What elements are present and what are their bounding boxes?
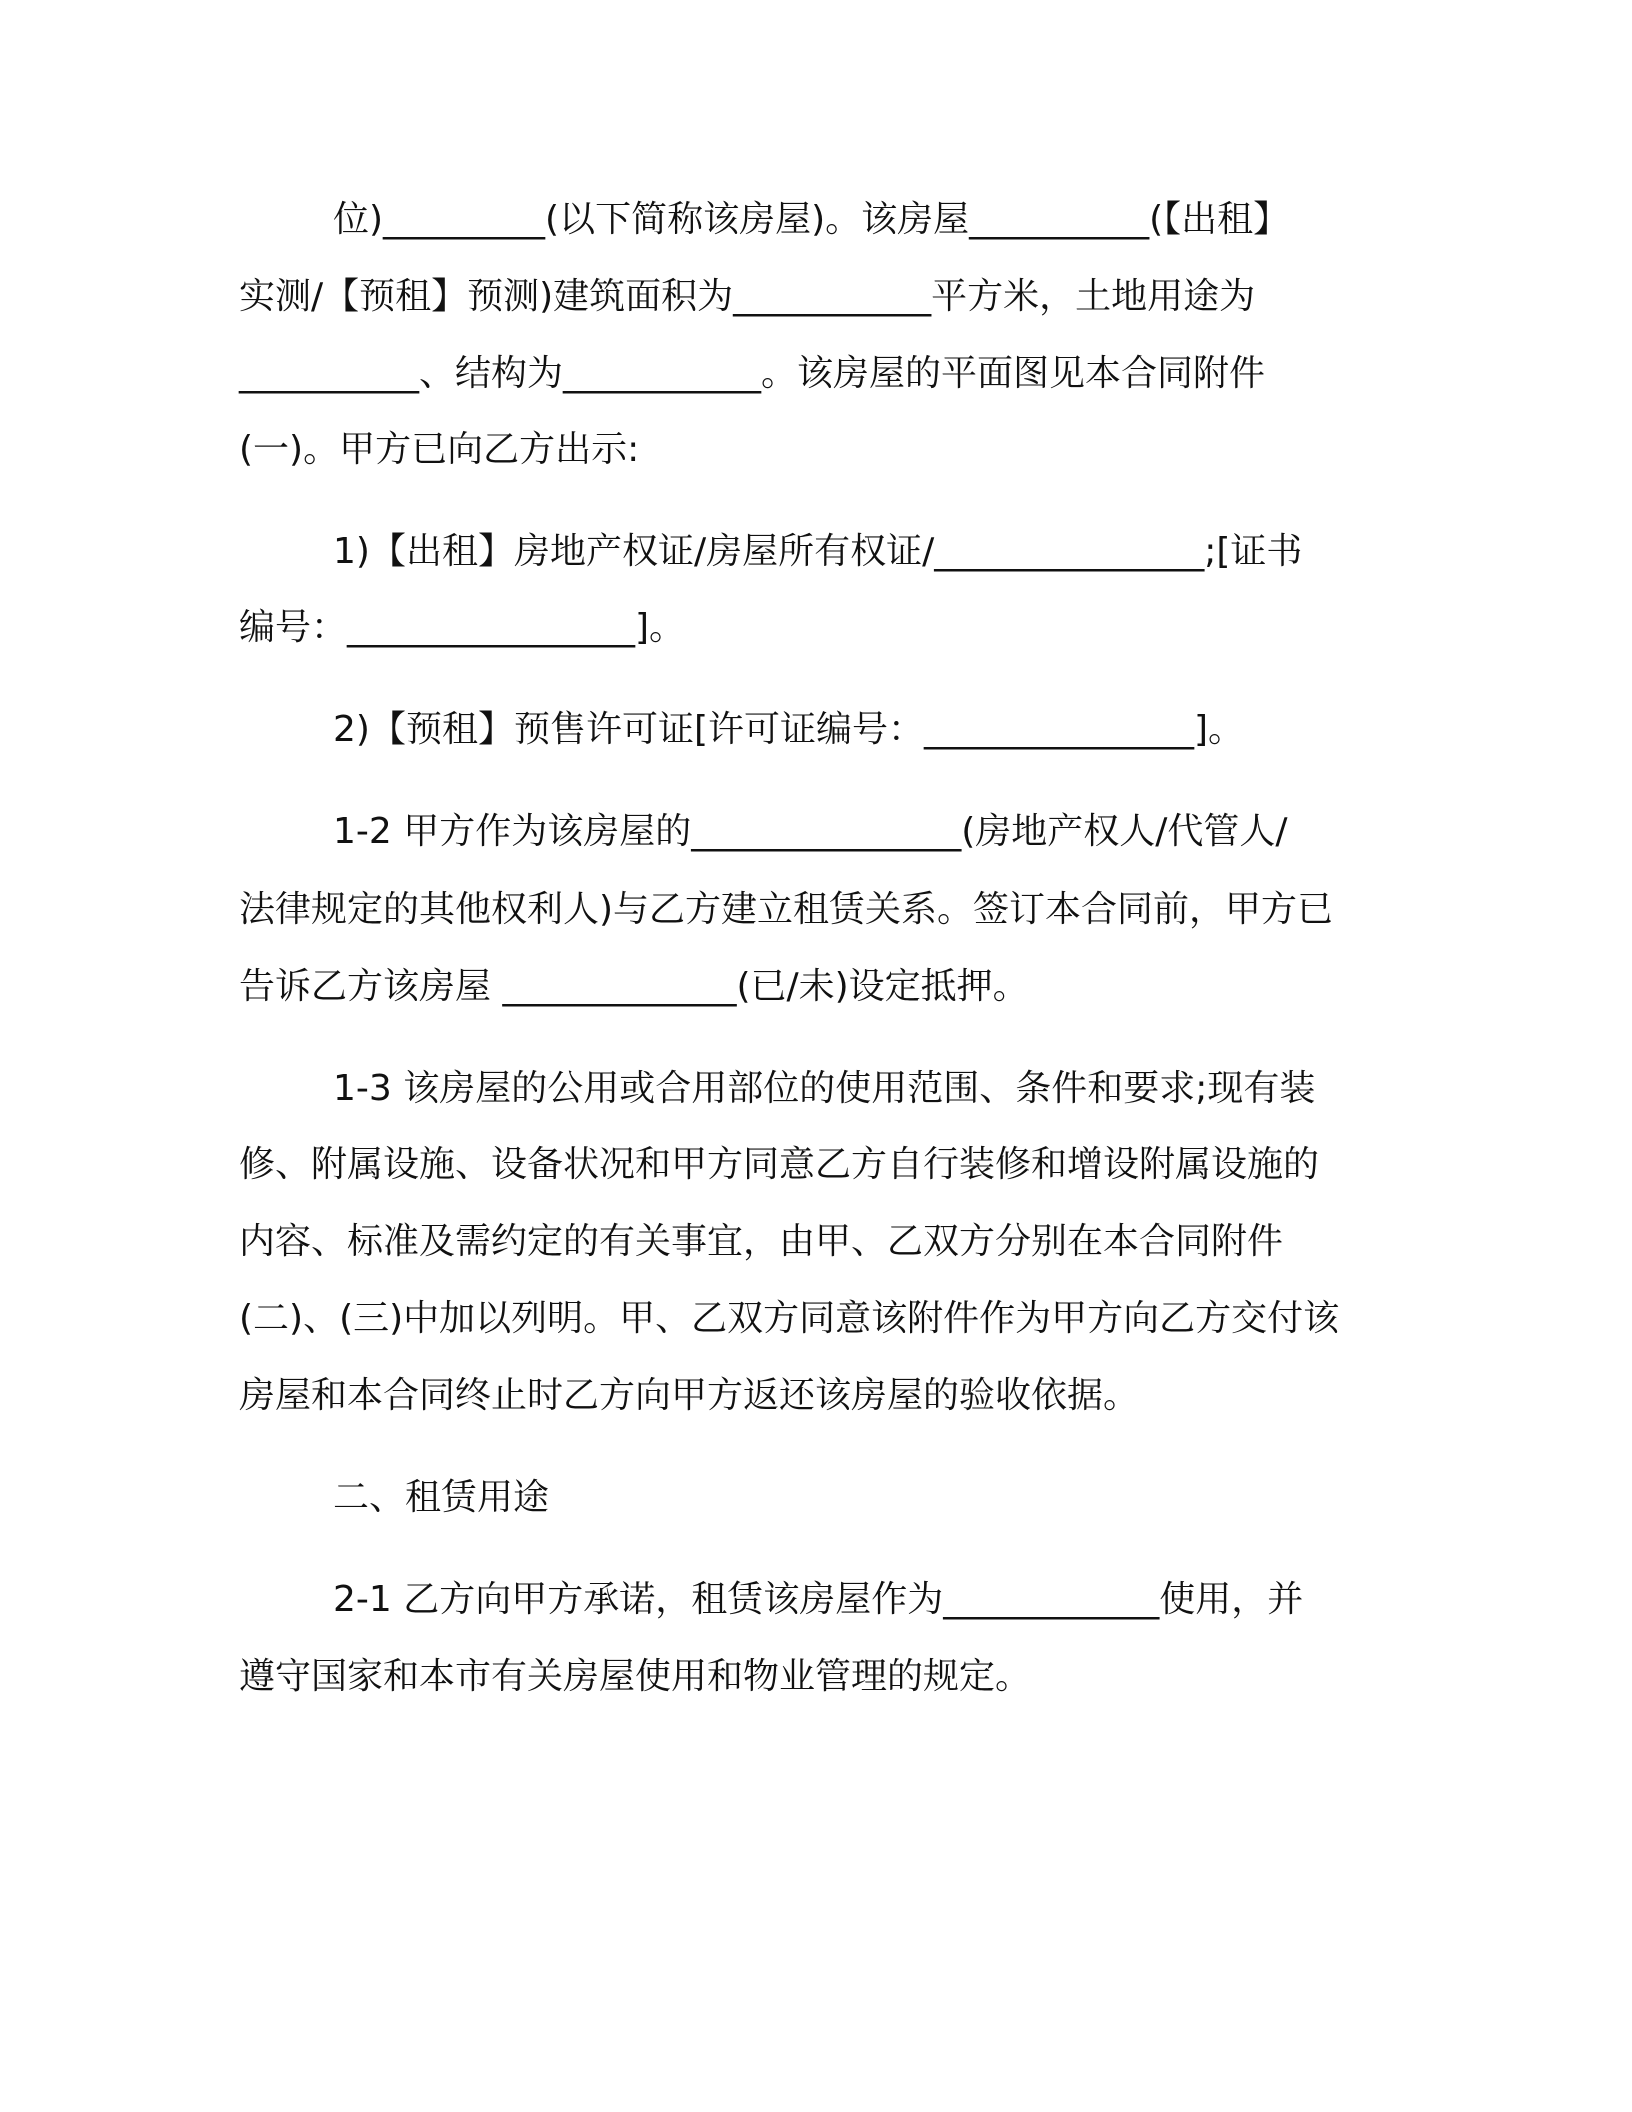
text-line: 1)【出租】房地产权证/房屋所有权证/_______________;[证书 xyxy=(333,531,1303,572)
text-line: 修、附属设施、设备状况和甲方同意乙方自行装修和增设附属设施的 xyxy=(239,1144,1320,1185)
text-line: 2-1 乙方向甲方承诺，租赁该房屋作为____________使用，并 xyxy=(333,1579,1304,1620)
text-line: 1-2 甲方作为该房屋的_______________(房地产权人/代管人/ xyxy=(333,811,1288,852)
text-line: 2)【预租】预售许可证[许可证编号：_______________]。 xyxy=(333,709,1245,750)
text-line: __________、结构为___________。该房屋的平面图见本合同附件 xyxy=(239,353,1266,394)
section-heading: 二、租赁用途 xyxy=(333,1477,550,1518)
text-line: 法律规定的其他权利人)与乙方建立租赁关系。签订本合同前，甲方已 xyxy=(239,889,1334,930)
text-line: (一)。甲方已向乙方出示: xyxy=(239,429,640,470)
text-line: 实测/【预租】预测)建筑面积为___________平方米，土地用途为 xyxy=(239,276,1256,317)
text-line: 房屋和本合同终止时乙方向甲方返还该房屋的验收依据。 xyxy=(239,1375,1140,1416)
text-line: (二)、(三)中加以列明。甲、乙双方同意该附件作为甲方向乙方交付该 xyxy=(239,1298,1340,1339)
text-line: 位)_________(以下简称该房屋)。该房屋__________(【出租】 xyxy=(333,199,1290,240)
text-line: 内容、标准及需约定的有关事宜，由甲、乙双方分别在本合同附件 xyxy=(239,1221,1284,1262)
text-line: 1-3 该房屋的公用或合用部位的使用范围、条件和要求;现有装 xyxy=(333,1068,1316,1109)
text-line: 告诉乙方该房屋 _____________(已/未)设定抵押。 xyxy=(239,966,1029,1007)
text-line: 遵守国家和本市有关房屋使用和物业管理的规定。 xyxy=(239,1656,1032,1697)
text-line: 编号：________________]。 xyxy=(239,607,686,648)
